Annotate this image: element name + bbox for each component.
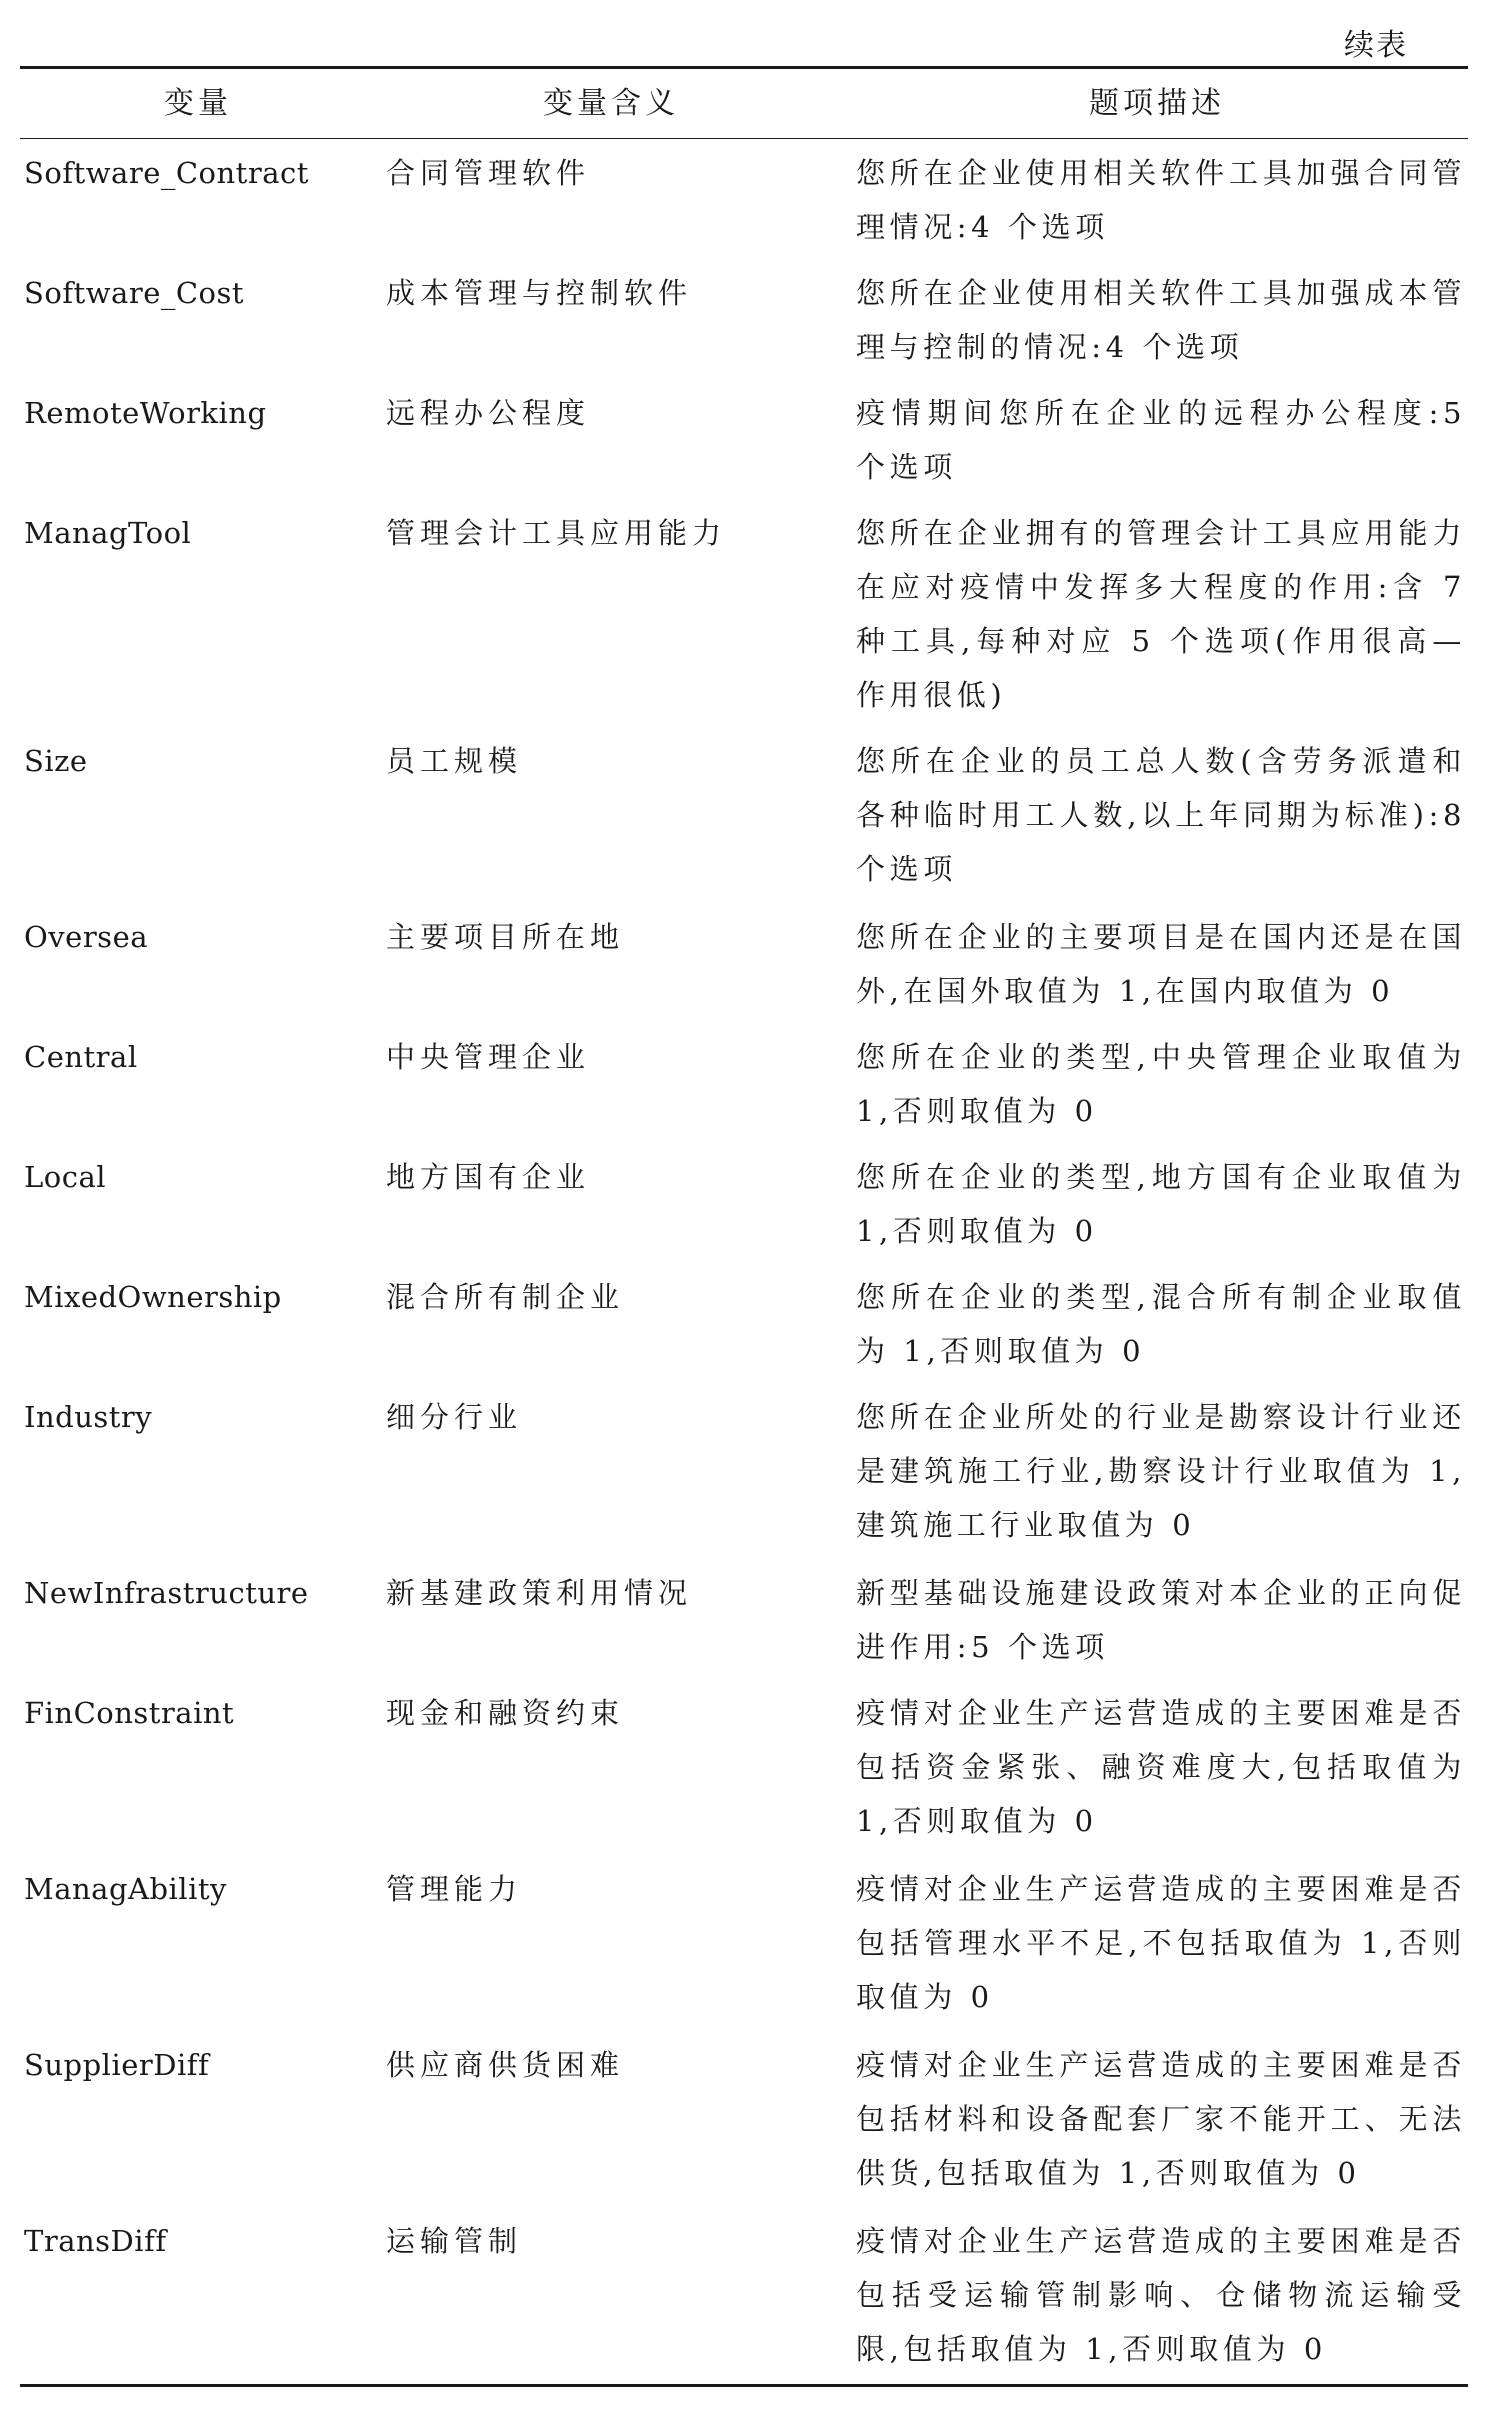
cell-description: 疫情对企业生产运营造成的主要困难是否包括材料和设备配套厂家不能开工、无法供货,包括取值为 1,否则取值为 0: [856, 2048, 1466, 2190]
table-row: [20, 1862, 1466, 2024]
table-row: [20, 1566, 1466, 1674]
cell-variable: FinConstraint: [24, 1696, 235, 1730]
table-top-rule: [20, 66, 1468, 69]
header-description: 题项描述: [1089, 86, 1225, 121]
cell-variable: Software_Cost: [24, 276, 245, 310]
table-row: [20, 734, 1466, 896]
table-row: [20, 1686, 1466, 1848]
cell-description: 新型基础设施建设政策对本企业的正向促进作用:5 个选项: [856, 1576, 1466, 1664]
continued-label: 续表: [1344, 28, 1408, 63]
cell-description: 您所在企业的主要项目是在国内还是在国外,在国外取值为 1,在国内取值为 0: [856, 920, 1466, 1008]
cell-meaning: 供应商供货困难: [386, 2048, 625, 2082]
table-row: [20, 146, 1466, 254]
cell-description: 疫情对企业生产运营造成的主要困难是否包括资金紧张、融资难度大,包括取值为 1,否则取值为 0: [856, 1696, 1466, 1838]
cell-variable: Local: [24, 1160, 107, 1194]
cell-variable: RemoteWorking: [24, 396, 267, 430]
cell-meaning: 细分行业: [386, 1400, 523, 1434]
table-row: [20, 2038, 1466, 2200]
table-row: [20, 1270, 1466, 1378]
cell-description: 您所在企业的类型,地方国有企业取值为 1,否则取值为 0: [856, 1160, 1466, 1248]
cell-description: 您所在企业所处的行业是勘察设计行业还是建筑施工行业,勘察设计行业取值为 1,建筑施工行业取值为 0: [856, 1400, 1466, 1542]
cell-variable: ManagTool: [24, 516, 192, 550]
cell-description: 您所在企业拥有的管理会计工具应用能力在应对疫情中发挥多大程度的作用:含 7 种工具,每种对应 5 个选项(作用很高—作用很低): [856, 516, 1466, 712]
cell-variable: Oversea: [24, 920, 149, 954]
cell-meaning: 中央管理企业: [386, 1040, 591, 1074]
table-row: [20, 266, 1466, 374]
table-row: [20, 910, 1466, 1018]
cell-variable: NewInfrastructure: [24, 1576, 309, 1610]
cell-description: 您所在企业使用相关软件工具加强合同管理情况:4 个选项: [856, 156, 1466, 244]
cell-meaning: 合同管理软件: [386, 156, 591, 190]
cell-variable: MixedOwnership: [24, 1280, 282, 1314]
table-row: [20, 2214, 1466, 2376]
table-row: [20, 1030, 1466, 1138]
header-variable: 变量: [164, 86, 232, 121]
cell-description: 您所在企业使用相关软件工具加强成本管理与控制的情况:4 个选项: [856, 276, 1466, 364]
cell-variable: Size: [24, 744, 88, 778]
table-row: [20, 506, 1466, 722]
cell-description: 您所在企业的类型,混合所有制企业取值为 1,否则取值为 0: [856, 1280, 1466, 1368]
table-header-rule: [20, 138, 1468, 139]
cell-meaning: 现金和融资约束: [386, 1696, 625, 1730]
cell-meaning: 远程办公程度: [386, 396, 591, 430]
cell-meaning: 管理能力: [386, 1872, 523, 1906]
cell-meaning: 员工规模: [386, 744, 523, 778]
table-bottom-rule: [20, 2384, 1468, 2387]
cell-meaning: 新基建政策利用情况: [386, 1576, 693, 1610]
cell-variable: Software_Contract: [24, 156, 309, 190]
cell-meaning: 混合所有制企业: [386, 1280, 625, 1314]
cell-variable: Central: [24, 1040, 138, 1074]
cell-variable: ManagAbility: [24, 1872, 227, 1906]
cell-variable: Industry: [24, 1400, 153, 1434]
cell-variable: SupplierDiff: [24, 2048, 210, 2082]
table-row: [20, 386, 1466, 494]
cell-meaning: 主要项目所在地: [386, 920, 625, 954]
cell-meaning: 地方国有企业: [386, 1160, 591, 1194]
table-row: [20, 1390, 1466, 1552]
header-meaning: 变量含义: [543, 86, 679, 121]
cell-meaning: 管理会计工具应用能力: [386, 516, 727, 550]
cell-variable: TransDiff: [24, 2224, 167, 2258]
cell-description: 疫情对企业生产运营造成的主要困难是否包括管理水平不足,不包括取值为 1,否则取值为 0: [856, 1872, 1466, 2014]
cell-description: 疫情期间您所在企业的远程办公程度:5 个选项: [856, 396, 1466, 484]
cell-description: 疫情对企业生产运营造成的主要困难是否包括受运输管制影响、仓储物流运输受限,包括取值为 1,否则取值为 0: [856, 2224, 1466, 2366]
table-row: [20, 1150, 1466, 1258]
cell-meaning: 运输管制: [386, 2224, 523, 2258]
cell-description: 您所在企业的员工总人数(含劳务派遣和各种临时用工人数,以上年同期为标准):8 个选项: [856, 744, 1466, 886]
cell-description: 您所在企业的类型,中央管理企业取值为 1,否则取值为 0: [856, 1040, 1466, 1128]
cell-meaning: 成本管理与控制软件: [386, 276, 693, 310]
